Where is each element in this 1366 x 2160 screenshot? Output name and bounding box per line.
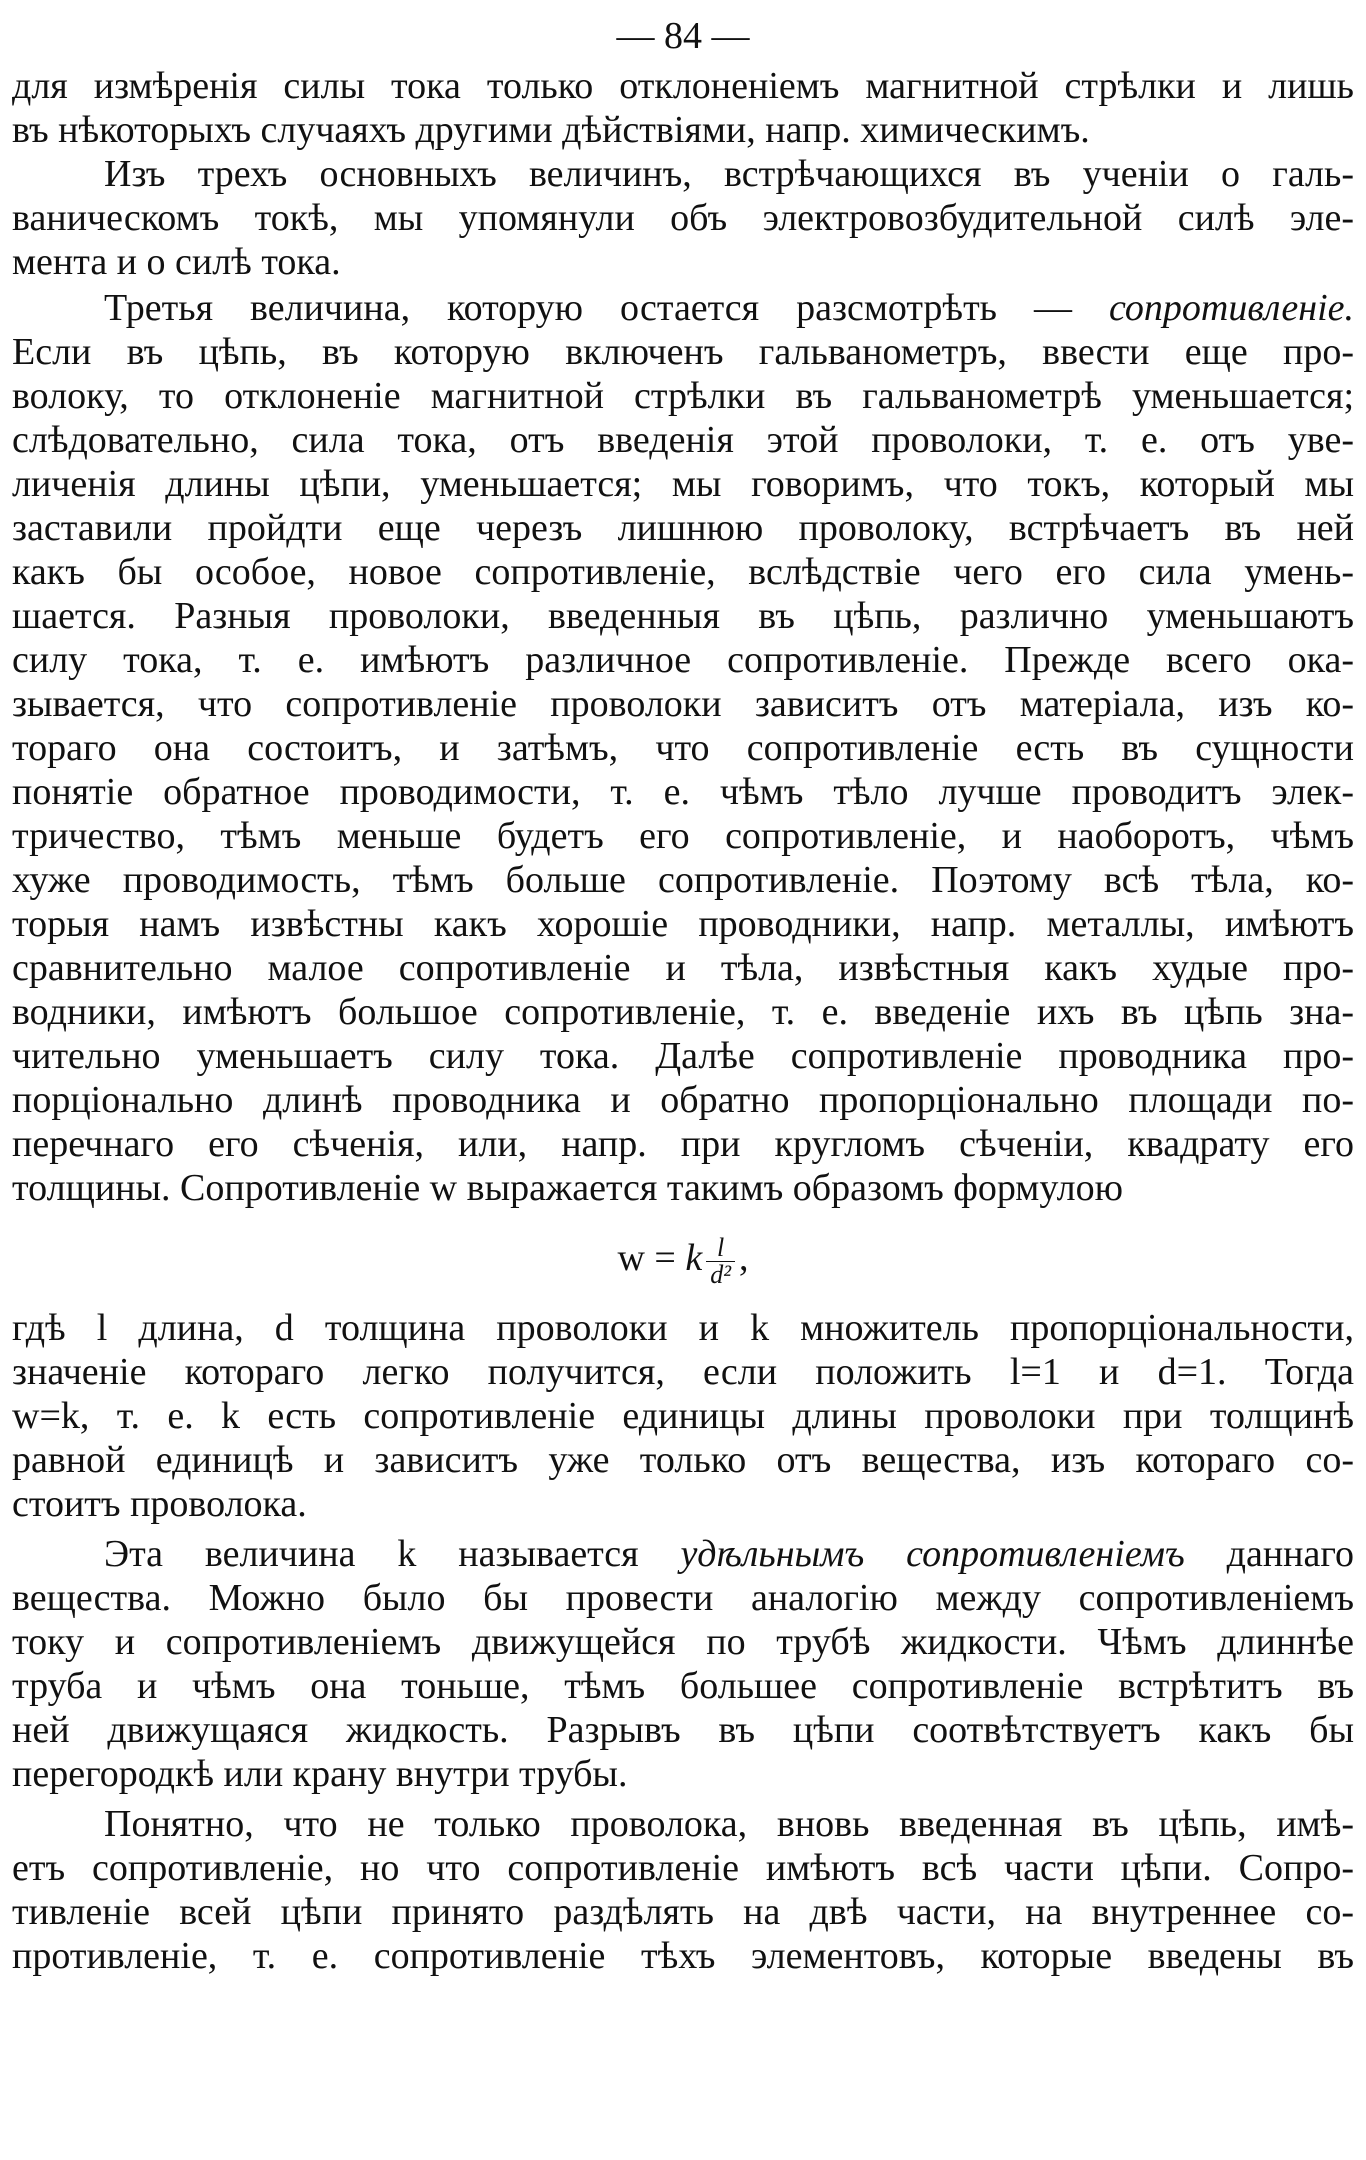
text-line: мента и о силѣ тока. [12, 241, 341, 283]
text-line [12, 286, 1354, 330]
text-line: зывается, что сопротивленіе проволоки зависитъ отъ матеріала, изъ ко- [12, 683, 1354, 725]
text-line: сравнительно малое сопротивленіе и тѣла, извѣстныя какъ худые про- [12, 947, 1354, 989]
text-line: w=k, т. е. k есть сопротивленіе единицы длины проволоки при толщинѣ [12, 1395, 1354, 1437]
text-line: етъ сопротивленіе, но что сопротивленіе имѣютъ всѣ части цѣпи. Сопро- [12, 1847, 1354, 1889]
text-line: силу тока, т. е. имѣютъ различное сопротивленіе. Прежде всего ока- [12, 639, 1354, 681]
text-line: въ нѣкоторыхъ случаяхъ другими дѣйствіями, напр. химическимъ. [12, 109, 1090, 151]
formula-trailing: , [739, 1237, 749, 1279]
text-line: стоитъ проволока. [12, 1483, 307, 1525]
formula-k: k [685, 1237, 703, 1279]
text-line: тричество, тѣмъ меньше будетъ его сопротивленіе, и наоборотъ, чѣмъ [12, 815, 1354, 857]
text-line: ваническомъ токѣ, мы упомянули объ электровозбудительной силѣ эле- [12, 197, 1354, 239]
text-line [12, 1532, 1354, 1576]
formula [12, 1226, 1354, 1290]
text-line: значеніе котораго легко получится, если положить l=1 и d=1. Тогда [12, 1351, 1354, 1393]
text-line: заставили пройдти еще черезъ лишнюю проволоку, встрѣчаетъ въ ней [12, 507, 1354, 549]
formula-numerator: l [706, 1235, 735, 1262]
text-line: ней движущаяся жидкость. Разрывъ въ цѣпи соотвѣтствуетъ какъ бы [12, 1709, 1354, 1751]
emphasis-term: удѣльнымъ сопротивленіемъ [680, 1533, 1185, 1575]
text-line: перечнаго его сѣченія, или, напр. при кругломъ сѣченіи, квадрату его [12, 1123, 1354, 1165]
text-line: шается. Разныя проволоки, введенныя въ цѣпь, различно уменьшаютъ [12, 595, 1354, 637]
text-line: понятіе обратное проводимости, т. е. чѣмъ тѣло лучше проводитъ элек- [12, 771, 1354, 813]
text-line: Понятно, что не только проволока, вновь введенная въ цѣпь, имѣ- [104, 1803, 1354, 1845]
text-line: личенія длины цѣпи, уменьшается; мы говоримъ, что токъ, который мы [12, 463, 1354, 505]
text-line: тораго она состоитъ, и затѣмъ, что сопротивленіе есть въ сущности [12, 727, 1354, 769]
text-line: перегородкѣ или крану внутри трубы. [12, 1753, 628, 1795]
text-line: толщины. Сопротивленіе w выражается такимъ образомъ формулою [12, 1167, 1124, 1209]
formula-denominator: d² [710, 1259, 732, 1289]
text-line: водники, имѣютъ большое сопротивленіе, т. е. введеніе ихъ въ цѣпь зна- [12, 991, 1354, 1033]
text-run: даннаго [1184, 1533, 1355, 1575]
text-line: тивленіе всей цѣпи принято раздѣлять на двѣ части, на внутреннее со- [12, 1891, 1354, 1933]
text-line: хуже проводимость, тѣмъ больше сопротивленіе. Поэтому всѣ тѣла, ко- [12, 859, 1354, 901]
text-line: чительно уменьшаетъ силу тока. Далѣе сопротивленіе проводника про- [12, 1035, 1354, 1077]
text-line: волоку, то отклоненіе магнитной стрѣлки въ гальванометрѣ уменьшается; [12, 375, 1354, 417]
text-line: току и сопротивленіемъ движущейся по трубѣ жидкости. Чѣмъ длиннѣе [12, 1621, 1354, 1663]
text-line: для измѣренія силы тока только отклоненіемъ магнитной стрѣлки и лишь [12, 65, 1354, 107]
page-number: — 84 — [616, 15, 750, 57]
text-line: Изъ трехъ основныхъ величинъ, встрѣчающихся въ ученіи о галь- [104, 153, 1354, 195]
text-line: Если въ цѣпь, въ которую включенъ гальванометръ, ввести еще про- [12, 331, 1354, 373]
formula-fraction [706, 1232, 735, 1289]
text-line: какъ бы особое, новое сопротивленіе, вслѣдствіе чего его сила умень- [12, 551, 1354, 593]
text-run: Эта величина k называется [104, 1533, 681, 1575]
text-line: гдѣ l длина, d толщина проволоки и k множитель пропорціональности, [12, 1307, 1354, 1349]
text-line: противленіе, т. е. сопротивленіе тѣхъ элементовъ, которые введены въ [12, 1935, 1354, 1977]
text-line: порціонально длинѣ проводника и обратно пропорціонально площади по- [12, 1079, 1354, 1121]
text-line: слѣдовательно, сила тока, отъ введенія этой проволоки, т. е. отъ уве- [12, 419, 1354, 461]
text-run: Третья величина, которую остается разсмотрѣть — [104, 287, 1109, 329]
formula-lhs: w = [617, 1237, 686, 1279]
text-line: вещества. Можно было бы провести аналогію между сопротивленіемъ [12, 1577, 1354, 1619]
text-line: труба и чѣмъ она тоньше, тѣмъ большее сопротивленіе встрѣтитъ въ [12, 1665, 1354, 1707]
text-line: торыя намъ извѣстны какъ хорошіе проводники, напр. металлы, имѣютъ [12, 903, 1354, 945]
emphasis-term: сопротивленіе. [1108, 287, 1354, 329]
text-line: равной единицѣ и зависитъ уже только отъ вещества, изъ котораго со- [12, 1439, 1354, 1481]
